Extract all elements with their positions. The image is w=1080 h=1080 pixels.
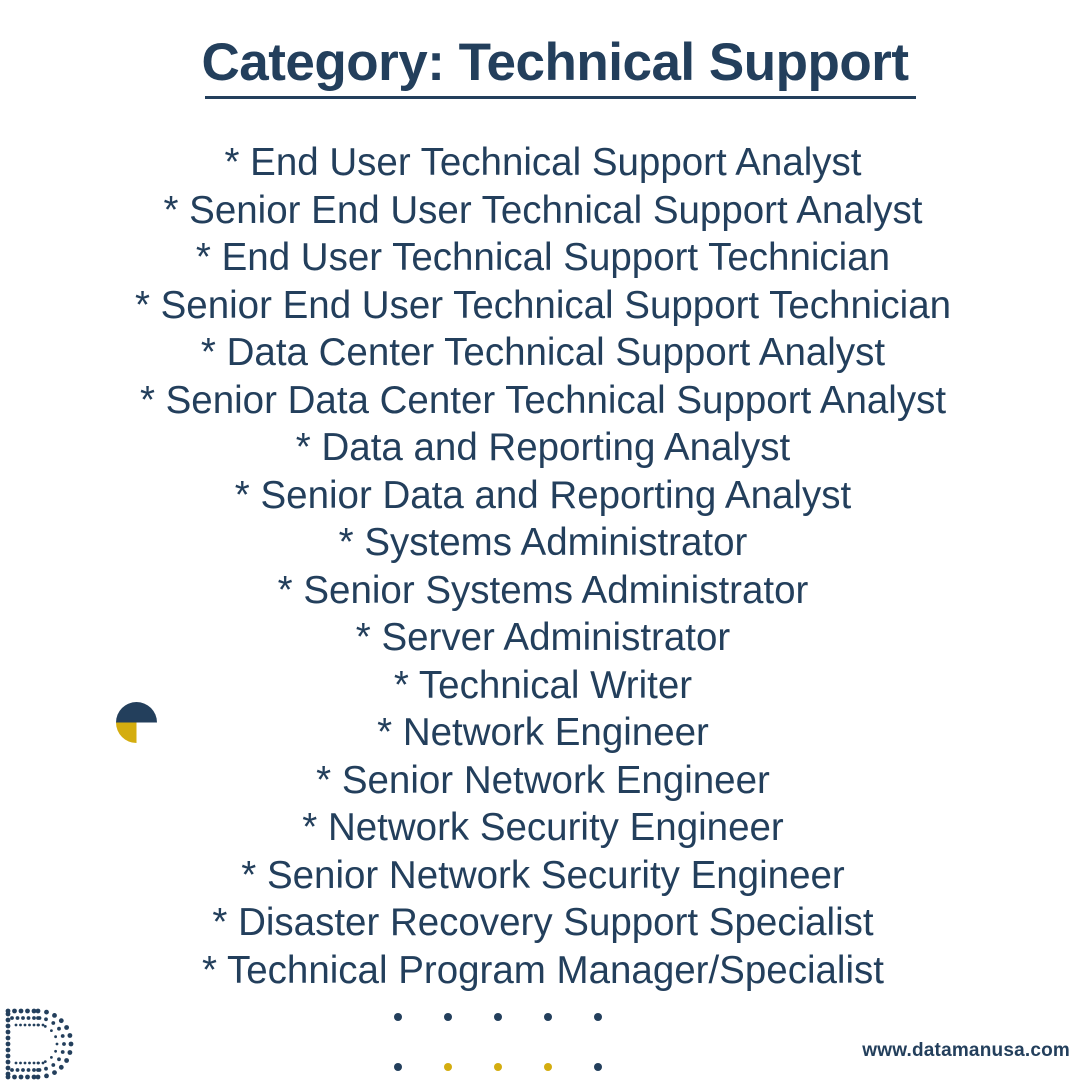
website-url: www.datamanusa.com <box>862 1040 1070 1061</box>
role-item: * Server Administrator <box>355 616 731 659</box>
role-item: * Senior Systems Administrator <box>277 568 809 612</box>
role-item: * Senior End User Technical Support Technician <box>134 283 952 327</box>
role-item: * Senior Data Center Technical Support Analyst <box>139 378 947 422</box>
role-item: * Senior Network Security Engineer <box>241 853 845 897</box>
role-item: * Network Security Engineer <box>302 806 784 849</box>
dotted-d-logo-icon <box>4 1008 76 1080</box>
navy-gold-quarter-circle-icon <box>116 702 157 743</box>
role-item: * Senior Data and Reporting Analyst <box>234 473 852 517</box>
role-item: * Data and Reporting Analyst <box>295 426 791 469</box>
page-title: Category: Technical Support <box>201 33 909 92</box>
title-underline <box>205 96 916 99</box>
role-item: * End User Technical Support Technician <box>195 236 891 279</box>
role-item: * Technical Writer <box>393 663 693 707</box>
role-item: * Senior End User Technical Support Analyst <box>163 188 923 232</box>
role-item: * Systems Administrator <box>338 521 748 564</box>
role-item: * Disaster Recovery Support Specialist <box>212 901 874 944</box>
dot-row-bottom <box>390 1061 610 1073</box>
role-item: * Data Center Technical Support Analyst <box>200 331 886 374</box>
role-item: * Senior Network Engineer <box>316 758 770 802</box>
role-item: * Technical Program Manager/Specialist <box>202 948 884 992</box>
role-item: * Network Engineer <box>377 711 709 754</box>
dot-row-top <box>390 1011 610 1023</box>
role-item: * End User Technical Support Analyst <box>224 141 862 184</box>
role-list <box>0 139 1080 994</box>
